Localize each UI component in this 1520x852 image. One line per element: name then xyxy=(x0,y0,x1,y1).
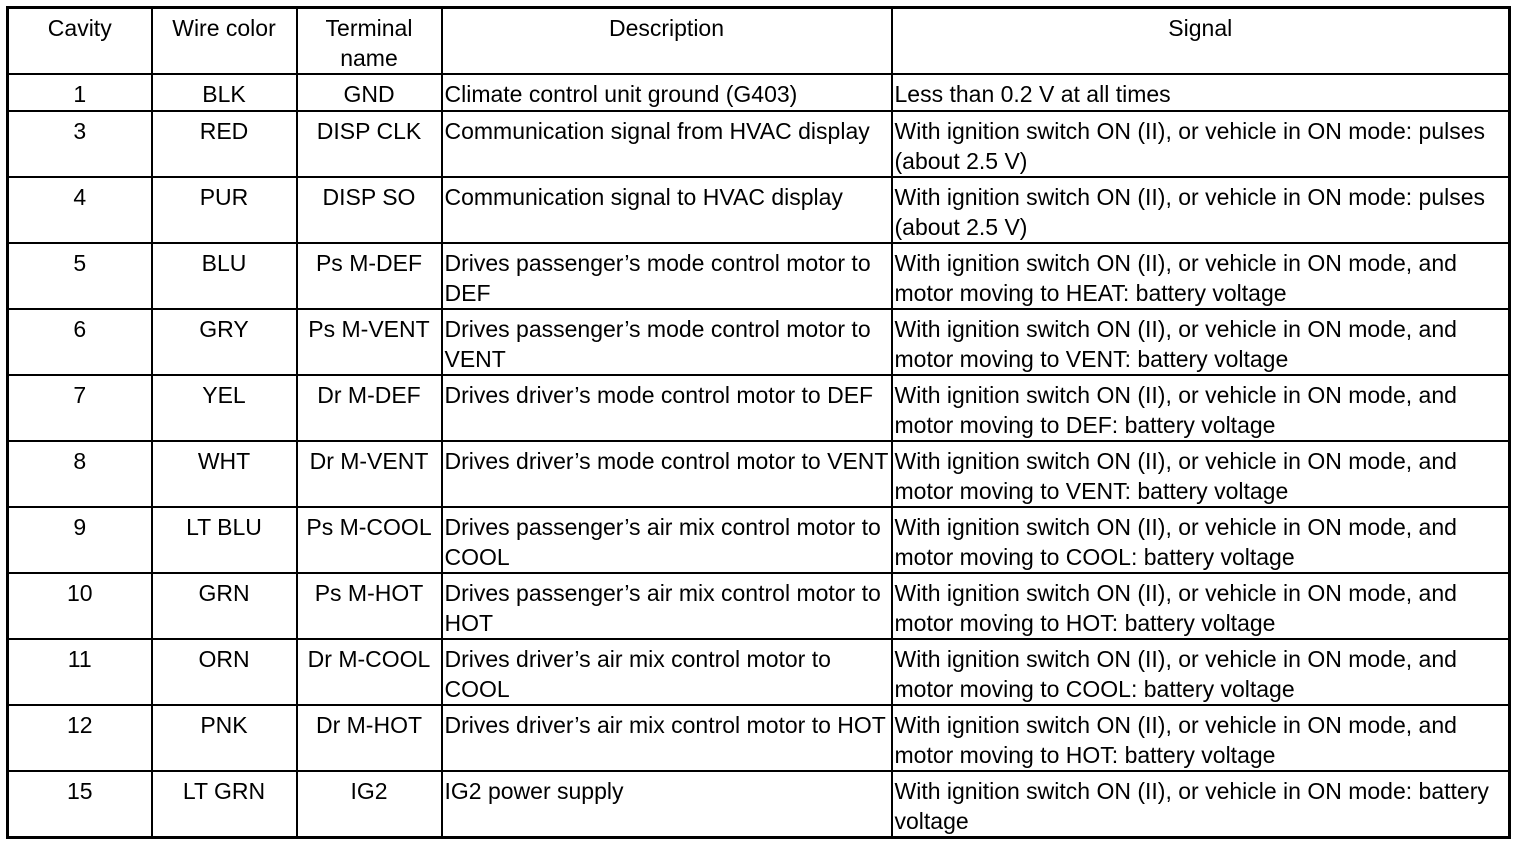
wire-color-cell: RED xyxy=(152,111,297,177)
cavity-cell: 9 xyxy=(8,507,152,573)
terminal-name-cell: Dr M-VENT xyxy=(297,441,442,507)
description-cell: IG2 power supply xyxy=(442,771,892,838)
wire-color-cell: LT BLU xyxy=(152,507,297,573)
description-cell: Drives driver’s air mix control motor to HOT xyxy=(442,705,892,771)
terminal-name-cell: DISP SO xyxy=(297,177,442,243)
terminal-name-cell: Ps M-DEF xyxy=(297,243,442,309)
terminal-name-cell: Ps M-VENT xyxy=(297,309,442,375)
header-signal: Signal xyxy=(892,8,1510,75)
terminal-name-cell: Dr M-COOL xyxy=(297,639,442,705)
header-wire-color: Wire color xyxy=(152,8,297,75)
cavity-cell: 5 xyxy=(8,243,152,309)
table-row xyxy=(8,705,1510,771)
table-row xyxy=(8,177,1510,243)
description-cell: Drives passenger’s air mix control motor to HOT xyxy=(442,573,892,639)
table-row xyxy=(8,309,1510,375)
table-row xyxy=(8,771,1510,838)
terminal-name-cell: Dr M-DEF xyxy=(297,375,442,441)
cavity-cell: 8 xyxy=(8,441,152,507)
description-cell: Drives driver’s air mix control motor to COOL xyxy=(442,639,892,705)
terminal-name-cell: GND xyxy=(297,74,442,111)
header-description: Description xyxy=(442,8,892,75)
signal-cell: Less than 0.2 V at all times xyxy=(892,74,1510,111)
signal-cell: With ignition switch ON (II), or vehicle in ON mode, and motor moving to COOL: battery voltage xyxy=(892,507,1510,573)
terminal-name-cell: DISP CLK xyxy=(297,111,442,177)
header-cavity: Cavity xyxy=(8,8,152,75)
table-row xyxy=(8,111,1510,177)
description-cell: Communication signal from HVAC display xyxy=(442,111,892,177)
signal-cell: With ignition switch ON (II), or vehicle in ON mode, and motor moving to HEAT: battery voltage xyxy=(892,243,1510,309)
table-row xyxy=(8,573,1510,639)
cavity-cell: 15 xyxy=(8,771,152,838)
description-cell: Drives driver’s mode control motor to DEF xyxy=(442,375,892,441)
header-row xyxy=(8,8,1510,75)
wire-color-cell: BLK xyxy=(152,74,297,111)
description-cell: Drives passenger’s mode control motor to VENT xyxy=(442,309,892,375)
signal-cell: With ignition switch ON (II), or vehicle in ON mode, and motor moving to HOT: battery voltage xyxy=(892,705,1510,771)
description-cell: Drives passenger’s air mix control motor to COOL xyxy=(442,507,892,573)
signal-cell: With ignition switch ON (II), or vehicle in ON mode, and motor moving to VENT: battery voltage xyxy=(892,441,1510,507)
cavity-cell: 7 xyxy=(8,375,152,441)
wire-color-cell: BLU xyxy=(152,243,297,309)
table-row xyxy=(8,639,1510,705)
header-terminal-name: Terminal name xyxy=(297,8,442,75)
wire-color-cell: ORN xyxy=(152,639,297,705)
wire-color-cell: PUR xyxy=(152,177,297,243)
description-cell: Drives passenger’s mode control motor to DEF xyxy=(442,243,892,309)
table-row xyxy=(8,441,1510,507)
description-cell: Climate control unit ground (G403) xyxy=(442,74,892,111)
signal-cell: With ignition switch ON (II), or vehicle in ON mode: battery voltage xyxy=(892,771,1510,838)
signal-cell: With ignition switch ON (II), or vehicle in ON mode, and motor moving to DEF: battery voltage xyxy=(892,375,1510,441)
signal-cell: With ignition switch ON (II), or vehicle in ON mode: pulses (about 2.5 V) xyxy=(892,111,1510,177)
terminal-name-cell: Ps M-HOT xyxy=(297,573,442,639)
wire-color-cell: LT GRN xyxy=(152,771,297,838)
cavity-cell: 11 xyxy=(8,639,152,705)
table-row xyxy=(8,507,1510,573)
table-row xyxy=(8,375,1510,441)
cavity-cell: 1 xyxy=(8,74,152,111)
signal-cell: With ignition switch ON (II), or vehicle in ON mode, and motor moving to HOT: battery voltage xyxy=(892,573,1510,639)
terminal-name-cell: Dr M-HOT xyxy=(297,705,442,771)
wire-color-cell: GRY xyxy=(152,309,297,375)
cavity-cell: 4 xyxy=(8,177,152,243)
terminal-name-cell: IG2 xyxy=(297,771,442,838)
wire-color-cell: PNK xyxy=(152,705,297,771)
connector-pinout-table xyxy=(6,6,1511,839)
table-row xyxy=(8,74,1510,111)
wire-color-cell: GRN xyxy=(152,573,297,639)
signal-cell: With ignition switch ON (II), or vehicle in ON mode, and motor moving to COOL: battery voltage xyxy=(892,639,1510,705)
wire-color-cell: YEL xyxy=(152,375,297,441)
cavity-cell: 6 xyxy=(8,309,152,375)
description-cell: Drives driver’s mode control motor to VENT xyxy=(442,441,892,507)
description-cell: Communication signal to HVAC display xyxy=(442,177,892,243)
cavity-cell: 3 xyxy=(8,111,152,177)
table-row xyxy=(8,243,1510,309)
terminal-name-cell: Ps M-COOL xyxy=(297,507,442,573)
signal-cell: With ignition switch ON (II), or vehicle in ON mode, and motor moving to VENT: battery voltage xyxy=(892,309,1510,375)
cavity-cell: 10 xyxy=(8,573,152,639)
wire-color-cell: WHT xyxy=(152,441,297,507)
cavity-cell: 12 xyxy=(8,705,152,771)
signal-cell: With ignition switch ON (II), or vehicle in ON mode: pulses (about 2.5 V) xyxy=(892,177,1510,243)
